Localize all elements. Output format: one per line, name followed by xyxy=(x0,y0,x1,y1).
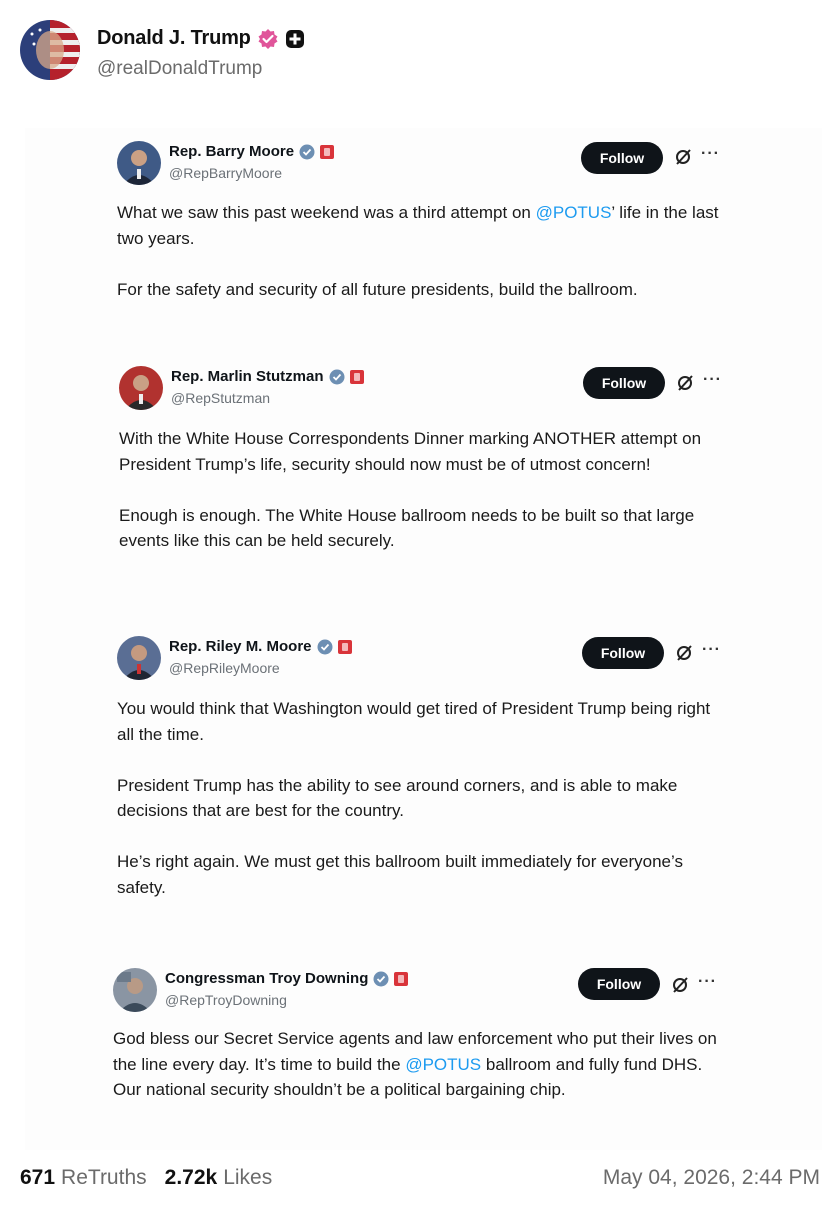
more-icon[interactable]: ··· xyxy=(701,145,720,162)
grok-icon[interactable] xyxy=(675,644,693,662)
more-icon[interactable]: ··· xyxy=(703,371,722,388)
more-icon[interactable]: ··· xyxy=(702,641,721,658)
flag-badge-icon xyxy=(320,145,334,159)
likes-label[interactable]: Likes xyxy=(223,1166,273,1189)
avatar[interactable] xyxy=(117,141,161,185)
quoted-author-name[interactable]: Rep. Barry Moore xyxy=(169,143,295,160)
verified-badge-icon xyxy=(299,144,315,160)
quoted-author-name[interactable]: Congressman Troy Downing xyxy=(165,970,369,987)
grok-icon[interactable] xyxy=(671,976,689,994)
avatar[interactable] xyxy=(117,636,161,680)
retruths-count[interactable]: 671 xyxy=(20,1166,56,1189)
author-avatar[interactable] xyxy=(20,20,80,80)
verified-badge-icon xyxy=(317,639,333,655)
follow-button[interactable]: Follow xyxy=(583,367,665,399)
mention-link[interactable]: @POTUS xyxy=(535,203,612,222)
grok-icon[interactable] xyxy=(674,148,692,166)
quoted-tweet-text: With the White House Correspondents Dinner marking ANOTHER attempt on President Trump’s life, security should now must be of utmost concern! Enough is enough. The White House ballroom needs to be built so that large events like this can be held securely. xyxy=(119,429,702,550)
avatar[interactable] xyxy=(119,366,163,410)
author-handle[interactable]: @realDonaldTrump xyxy=(97,58,263,79)
verified-badge-icon xyxy=(257,28,279,50)
post-stats xyxy=(20,1166,820,1196)
quoted-author-handle[interactable]: @RepTroyDowning xyxy=(165,992,287,1008)
quoted-author-name[interactable]: Rep. Riley M. Moore xyxy=(169,638,312,655)
post-header xyxy=(20,20,820,82)
grok-icon[interactable] xyxy=(676,374,694,392)
quoted-tweet-text: What we saw this past weekend was a third attempt on @POTUS’ life in the last two years. For the safety and security of all future presidents, build the ballroom. xyxy=(117,203,719,299)
quoted-author-name[interactable]: Rep. Marlin Stutzman xyxy=(171,368,324,385)
avatar[interactable] xyxy=(113,968,157,1012)
retruths-label[interactable]: ReTruths xyxy=(61,1166,147,1189)
flag-badge-icon xyxy=(350,370,364,384)
verified-badge-icon xyxy=(329,369,345,385)
more-icon[interactable]: ··· xyxy=(698,973,717,990)
verified-badge-icon xyxy=(373,971,389,987)
likes-count[interactable]: 2.72k xyxy=(164,1166,218,1189)
flag-badge-icon xyxy=(394,972,408,986)
quoted-posts-panel xyxy=(25,128,822,1150)
quoted-author-handle[interactable]: @RepStutzman xyxy=(171,390,271,406)
plus-badge-icon xyxy=(285,29,305,49)
quoted-tweet-text: God bless our Secret Service agents and law enforcement who put their lives on the line every day. It’s time to build the @POTUS ballroom and fully fund DHS. Our national security shouldn’t be a political bargaining chip. xyxy=(113,1029,717,1099)
flag-badge-icon xyxy=(338,640,352,654)
mention-link[interactable]: @POTUS xyxy=(405,1054,482,1074)
follow-button[interactable]: Follow xyxy=(581,142,663,174)
follow-button[interactable]: Follow xyxy=(582,637,664,669)
quoted-author-handle[interactable]: @RepBarryMoore xyxy=(169,165,283,181)
post-timestamp[interactable]: May 04, 2026, 2:44 PM xyxy=(602,1166,820,1189)
quoted-tweet-text: You would think that Washington would get tired of President Trump being right all the time. President Trump has the ability to see around corners, and is able to make decisions that are best for the country. He’s right again. We must get this ballroom built immediately for everyone’s safety. xyxy=(117,699,711,897)
follow-button[interactable]: Follow xyxy=(578,968,660,1000)
author-name[interactable]: Donald J. Trump xyxy=(97,27,251,49)
quoted-author-handle[interactable]: @RepRileyMoore xyxy=(169,660,280,676)
